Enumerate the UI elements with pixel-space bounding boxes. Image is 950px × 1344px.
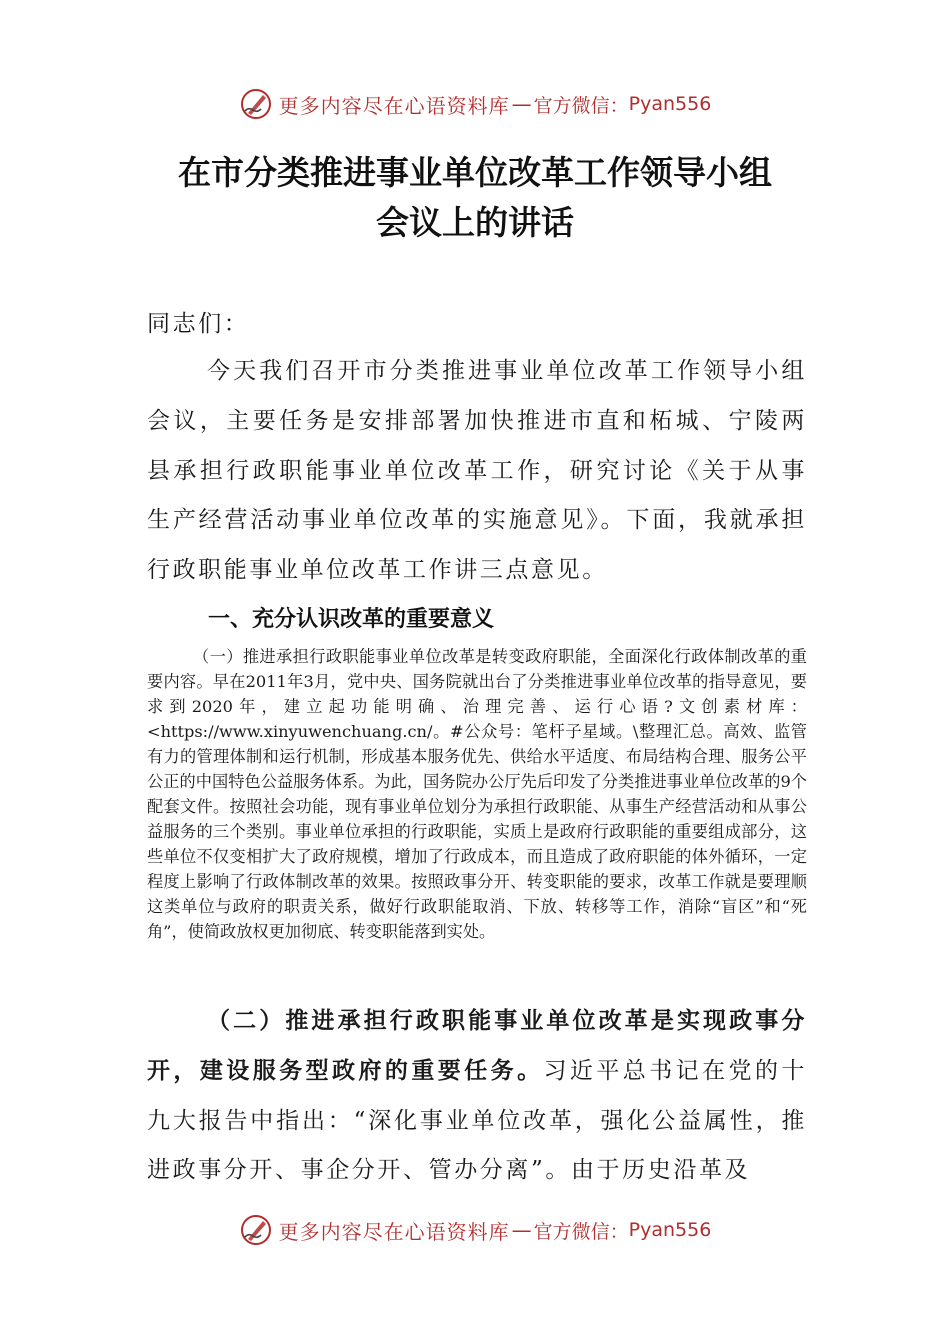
footer-watermark	[0, 1210, 950, 1250]
watermark-account: Pyan556	[628, 93, 712, 115]
section-1-paragraph-2	[147, 997, 807, 1196]
section-1-heading: 一、充分认识改革的重要意义	[208, 607, 495, 632]
watermark-dash: —	[511, 1218, 532, 1242]
intro-paragraph: 今天我们召开市分类推进事业单位改革工作领导小组会议，主要任务是安排部署加快推进市直和柘城、宁陵两县承担行政职能事业单位改革工作，研究讨论《关于从事生产经营活动事业单位改革的实施意见》。下面，我就承担行政职能事业单位改革工作讲三点意见。	[147, 358, 807, 584]
greeting: 同志们：	[147, 311, 250, 337]
watermark-slogan: 更多内容尽在心语资料库	[278, 93, 510, 118]
paragraph-2-body: 习近平总书记在党的十九大报告中指出：“深化事业单位改革，强化公益属性，推进政事分开、事企分开、管办分离”。由于历史沿革及	[147, 1057, 807, 1184]
title-line-2: 会议上的讲话	[376, 203, 574, 242]
watermark-dash: —	[511, 92, 532, 116]
watermark-account: Pyan556	[628, 1219, 712, 1241]
paragraph-2-lead: （二）推进承担行政职能事业单位改革是实现政事分开，建设服务型政府的重要任务。	[147, 1008, 807, 1084]
header-watermark	[0, 84, 950, 124]
quill-logo-icon	[239, 1213, 273, 1247]
watermark-slogan: 更多内容尽在心语资料库	[278, 1219, 510, 1244]
watermark-wechat-label: 官方微信：	[533, 94, 629, 117]
watermark-wechat-label: 官方微信：	[533, 1220, 629, 1243]
title-line-1: 在市分类推进事业单位改革工作领导小组	[178, 153, 772, 192]
document-title	[100, 148, 850, 248]
section-1-paragraph-1: （一）推进承担行政职能事业单位改革是转变政府职能，全面深化行政体制改革的重要内容。早在2011年3月，党中央、国务院就出台了分类推进事业单位改革的指导意见，要求到2020年，建立起功能明确、治理完善、运行心语?文创素材库：<https://www.xinyuwenchuang.cn/。#公众号：笔杆子星域。\整理汇总。高效、监管有力的管理体制和运行机制，形成基本服务优先、供给水平适度、布局结构合理、服务公平公正的中国特色公益服务体系。为此，国务院办公厅先后印发了分类推进事业单位改革的9个配套文件。按照社会功能，现有事业单位划分为承担行政职能、从事生产经营活动和从事公益服务的三个类别。事业单位承担的行政职能，实质上是政府行政职能的重要组成部分，这些单位不仅变相扩大了政府规模，增加了行政成本，而且造成了政府职能的体外循环，一定程度上影响了行政体制改革的效果。按照政事分开、转变职能的要求，改革工作就是要理顺这类单位与政府的职责关系，做好行政职能取消、下放、转移等工作，消除“盲区”和“死角”，使简政放权更加彻底、转变职能落到实处。	[147, 647, 807, 941]
quill-logo-icon	[239, 87, 273, 121]
